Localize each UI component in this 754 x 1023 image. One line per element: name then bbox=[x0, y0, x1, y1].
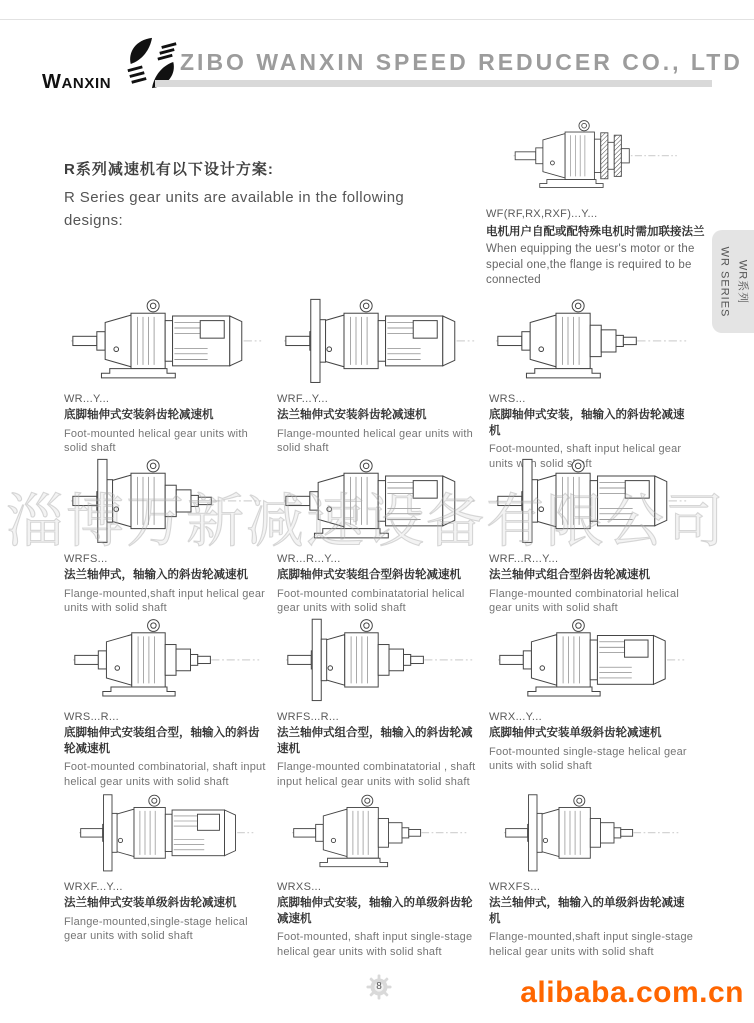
page-number: 8 bbox=[376, 981, 382, 992]
unit-desc-en: Flange-mounted helical gear units with solid shaft bbox=[277, 427, 473, 455]
unit-cell bbox=[489, 788, 695, 960]
unit-desc-en: Foot-mounted, shaft input single-stage helical gear units with solid shaft bbox=[277, 931, 473, 958]
unit-desc-zh: 底脚轴伸式安装，轴输入的单级斜齿轮减速机 bbox=[277, 897, 473, 925]
unit-model: WRFS... bbox=[64, 553, 108, 565]
unit-desc-zh: 法兰轴伸式安装斜齿轮减速机 bbox=[277, 409, 427, 421]
unit-model: WF(RF,RX,RXF)...Y... bbox=[486, 208, 598, 220]
series-side-tab bbox=[712, 230, 754, 333]
gear-unit-drawing bbox=[64, 788, 270, 876]
gear-unit-drawing bbox=[64, 452, 270, 548]
unit-desc-zh: 法兰轴伸式，轴输入的斜齿轮减速机 bbox=[64, 569, 248, 581]
logo-text: WANXIN bbox=[42, 71, 112, 93]
unit-model: WRS...R... bbox=[64, 711, 119, 723]
unit-model: WRS... bbox=[489, 393, 526, 405]
page-title-en: R Series gear units are available in the following designs: bbox=[64, 189, 405, 229]
header-underline bbox=[155, 80, 712, 87]
featured-unit bbox=[486, 106, 714, 289]
unit-desc-zh: 底脚轴伸式安装单级斜齿轮减速机 bbox=[489, 727, 662, 739]
unit-desc-en: Foot-mounted helical gear units with solid shaft bbox=[64, 427, 248, 455]
unit-model: WRXF...Y... bbox=[64, 881, 123, 893]
unit-desc-en: Flange-mounted,single-stage helical gear units with solid shaft bbox=[64, 915, 248, 943]
unit-desc-en: Foot-mounted combinatatorial helical gear units with solid shaft bbox=[277, 587, 465, 615]
gear-unit-drawing bbox=[277, 452, 483, 548]
series-label-zh: WR系列 bbox=[736, 259, 749, 304]
unit-model: WRXFS... bbox=[489, 881, 541, 893]
unit-cell bbox=[489, 452, 695, 616]
company-name: ZIBO WANXIN SPEED REDUCER CO., LTD bbox=[180, 49, 743, 75]
unit-desc-zh: 底脚轴伸式安装，轴输入的斜齿轮减速机 bbox=[489, 409, 685, 437]
gear-unit-drawing bbox=[512, 106, 680, 204]
unit-cell bbox=[489, 292, 695, 472]
unit-cell bbox=[64, 292, 270, 456]
unit-desc-en: Foot-mounted combinatorial, shaft input helical gear units with solid shaft bbox=[64, 761, 266, 788]
unit-cell bbox=[277, 788, 483, 960]
unit-model: WRF...R...Y... bbox=[489, 553, 559, 565]
unit-model: WRX...Y... bbox=[489, 711, 542, 723]
gear-unit-drawing bbox=[489, 788, 695, 876]
unit-cell bbox=[277, 292, 483, 456]
unit-model: WR...R...Y... bbox=[277, 553, 341, 565]
page-number-badge bbox=[365, 973, 393, 1001]
unit-cell bbox=[64, 452, 270, 616]
gear-unit-drawing bbox=[277, 292, 483, 388]
unit-desc-zh: 电机用户自配或配特殊电机时需加联接法兰 bbox=[486, 226, 705, 238]
unit-desc-zh: 法兰轴伸式安装单级斜齿轮减速机 bbox=[64, 897, 237, 909]
unit-desc-en: Flange-mounted combinatorial helical gear units with solid shaft bbox=[489, 587, 680, 615]
gear-unit-drawing bbox=[489, 292, 695, 388]
unit-desc-zh: 底脚轴伸式安装组合型，轴输入的斜齿轮减速机 bbox=[64, 727, 260, 755]
unit-desc-zh: 底脚轴伸式安装斜齿轮减速机 bbox=[64, 409, 214, 421]
unit-desc-zh: 底脚轴伸式安装组合型斜齿轮减速机 bbox=[277, 569, 461, 581]
unit-desc-zh: 法兰轴伸式组合型斜齿轮减速机 bbox=[489, 569, 650, 581]
unit-model: WR...Y... bbox=[64, 393, 110, 405]
unit-model: WRXS... bbox=[277, 881, 322, 893]
unit-desc-en: Flange-mounted combinatatorial , shaft input helical gear units with solid shaft bbox=[277, 761, 476, 788]
gear-unit-drawing bbox=[64, 292, 270, 388]
page-intro bbox=[64, 158, 464, 232]
unit-cell bbox=[64, 612, 270, 790]
unit-model: WRF...Y... bbox=[277, 393, 329, 405]
unit-desc-en: Foot-mounted, shaft input helical gear units with solid shaft bbox=[489, 443, 682, 470]
unit-model: WRFS...R... bbox=[277, 711, 339, 723]
unit-cell bbox=[277, 612, 483, 790]
gear-unit-drawing bbox=[489, 612, 695, 706]
gear-unit-drawing bbox=[489, 452, 695, 548]
unit-desc-en: When equipping the uesr's motor or the special one,the flange is required to be connected bbox=[486, 243, 695, 287]
unit-desc-en: Foot-mounted single-stage helical gear units with solid shaft bbox=[489, 745, 687, 773]
unit-desc-en: Flange-mounted,shaft input helical gear units with solid shaft bbox=[64, 587, 266, 615]
unit-cell bbox=[277, 452, 483, 616]
page-title-zh: R系列减速机有以下设计方案: bbox=[64, 161, 274, 178]
unit-desc-en: Flange-mounted,shaft input single-stage helical gear units with solid shaft bbox=[489, 931, 694, 958]
unit-desc-zh: 法兰轴伸式，轴输入的单级斜齿轮减速机 bbox=[489, 897, 685, 925]
gear-unit-drawing bbox=[277, 612, 483, 706]
unit-desc-zh: 法兰轴伸式组合型，轴输入的斜齿轮减速机 bbox=[277, 727, 473, 755]
alibaba-site-watermark: alibaba.com.cn bbox=[520, 976, 744, 1009]
gear-unit-drawing bbox=[64, 612, 270, 706]
gear-unit-drawing bbox=[277, 788, 483, 876]
series-label-en: WR SERIES bbox=[719, 246, 731, 317]
series-tab-label bbox=[715, 246, 750, 317]
top-divider bbox=[0, 19, 754, 20]
unit-cell bbox=[64, 788, 270, 944]
unit-cell bbox=[489, 612, 695, 774]
